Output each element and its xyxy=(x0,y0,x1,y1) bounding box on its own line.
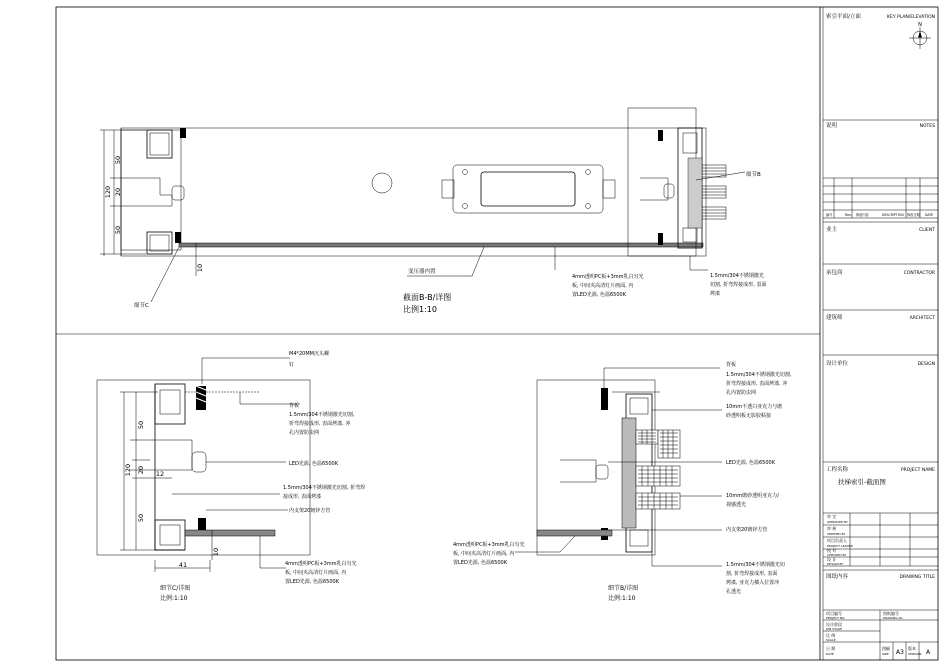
c-pc-note-1: 4mm透明PC板+3mm乳白匀光 xyxy=(285,561,357,567)
version-cn: 版本 xyxy=(908,646,916,651)
dim-c-120: 120 xyxy=(124,463,132,477)
detail-c-annotations xyxy=(160,350,365,602)
b-back-label: 背板 xyxy=(726,362,737,368)
bb-pc-note-2: 板, 中间夹高清灯片画面, 内 xyxy=(572,283,634,289)
section-bb-scale: 比例1:10 xyxy=(403,305,437,314)
bb-steel-note-2: 切割, 折弯焊接成形, 表面 xyxy=(710,282,767,288)
version-value: A xyxy=(926,649,931,656)
acrylic-mesh-blocks xyxy=(636,430,680,509)
architect-en: ARCHITECT xyxy=(909,316,935,321)
design-en: DESIGN xyxy=(917,362,935,367)
dim-bb-50-bottom: 50 xyxy=(114,225,122,235)
dim-bb-50-top: 50 xyxy=(114,155,122,165)
detail-b-drawing xyxy=(537,380,680,555)
bb-pc-note-1: 4mm透明PC板+3mm乳白匀光 xyxy=(572,274,644,280)
dim-bb-120: 120 xyxy=(104,185,112,199)
design-by-cn: 设 计 xyxy=(827,557,837,562)
c-steel-note-2: 接成形, 表面烤漆 xyxy=(283,494,322,500)
title-block xyxy=(823,12,938,660)
bb-pc-note-3: 置LED光源, 色温6500K xyxy=(572,292,626,298)
scale-en: SCALE xyxy=(826,638,836,642)
north-label: N xyxy=(918,22,922,28)
verified-en: VERIFIED BY xyxy=(827,532,846,536)
rev-desc-en: DESCRIPTION xyxy=(882,213,904,217)
approval-table xyxy=(823,513,938,566)
b-back-note-1: 1.5mm/304不锈钢激光切割, xyxy=(726,372,792,378)
leader-en: PROJECT LEADER xyxy=(827,544,853,548)
key-plan-en: KEY PLAN/ELEVATION xyxy=(887,15,935,20)
date-en: DATE xyxy=(826,652,834,656)
project-name-value: 扶梯索引-截面图 xyxy=(838,478,886,486)
c-pc-note-2: 板, 中间夹高清灯片画面, 内 xyxy=(285,570,347,576)
c-led-note: LED光源, 色温6500K xyxy=(289,461,338,467)
key-plan-cn: 索引平面/立面 xyxy=(826,14,861,20)
bb-steel-note-3: 烤漆 xyxy=(710,291,721,297)
bb-steel-note-1: 1.5mm/304不锈钢激光 xyxy=(710,273,764,279)
b-led-note: LED光源, 色温6500K xyxy=(726,460,775,466)
rev-no-en: Rev. xyxy=(845,213,852,217)
detail-b-title: 细节B/详图 xyxy=(608,585,639,592)
b-acrylic-note-1: 10mm不透白亚克力与磨 xyxy=(726,404,783,410)
design-by-en: DESIGN BY xyxy=(827,562,844,566)
project-no-cn: 项目编号 xyxy=(826,611,842,616)
dim-c-41: 41 xyxy=(178,561,188,569)
design-cn: 设计单位 xyxy=(826,361,849,367)
dim-c-10: 10 xyxy=(212,547,220,557)
size-cn: 图幅 xyxy=(882,646,890,651)
detail-b-label: 细节B xyxy=(746,172,761,178)
notes-cn: 说明 xyxy=(826,123,838,129)
b-frosted-note-2: 视感透光 xyxy=(726,502,747,508)
dim-c-50-top: 50 xyxy=(137,420,145,430)
b-steel-note-1: 1.5mm/304不锈钢激光切 xyxy=(726,562,785,568)
b-pc-note-2: 板, 中间夹高清灯片画面, 内 xyxy=(453,551,515,557)
c-back-note-1: 1.5mm/304不锈钢激光切割, xyxy=(289,412,355,418)
job-stage-en: JOB STAGE xyxy=(826,627,842,631)
size-value: A3 xyxy=(896,649,904,656)
verified-cn: 审 核 xyxy=(827,526,837,531)
sheet-info-table xyxy=(823,610,938,660)
job-stage-cn: 设计阶段 xyxy=(826,622,842,627)
checked-cn: 校 对 xyxy=(827,548,837,553)
b-frosted-note-1: 10mm磨砂透明亚克力/ xyxy=(726,493,779,499)
drawing-title-en: DRAWING TITLE xyxy=(899,575,935,580)
dim-c-20: 20 xyxy=(137,465,145,475)
size-en: SIZE xyxy=(882,652,889,656)
version-en: VERSION xyxy=(908,652,922,656)
section-bb-title: 截面B-B/详图 xyxy=(403,293,452,302)
detail-c-title: 细节C/详图 xyxy=(160,585,191,592)
c-screw-note-1: M4*20MM沉头螺 xyxy=(289,351,329,357)
c-screw-note-2: 钉 xyxy=(289,362,295,368)
section-bb-annotations xyxy=(134,170,766,314)
c-pc-note-3: 置LED光源, 色温6500K xyxy=(285,579,339,585)
acrylic-fins xyxy=(688,158,726,228)
drawing-title-cn: 图纸内容 xyxy=(826,574,849,580)
dim-c-50-bottom: 50 xyxy=(137,513,145,523)
b-tube-note: 内支架20镀锌方管 xyxy=(726,527,768,533)
checked-en: CHECKED BY xyxy=(827,553,847,557)
notes-en: NOTES xyxy=(919,124,935,129)
dim-bb-20: 20 xyxy=(114,187,122,197)
detail-c-label: 细节C xyxy=(134,303,149,309)
c-back-note-3: 孔内置防虫网 xyxy=(289,430,320,436)
c-steel-note-1: 1.5mm/304不锈钢激光切割, 折弯焊 xyxy=(283,485,366,491)
section-bb-drawing xyxy=(100,108,726,276)
dim-c-12: 12 xyxy=(155,470,165,478)
architect-cn: 建筑师 xyxy=(826,315,843,321)
b-back-note-2: 折弯焊接成形, 表面烤漆, 冲 xyxy=(726,381,788,387)
project-name-cn: 工程名称 xyxy=(826,467,849,473)
contractor-en: CONTRACTOR xyxy=(903,271,935,276)
detail-c-scale: 比例:1:10 xyxy=(160,595,188,602)
transformer-note: 变压器内置 xyxy=(408,269,436,275)
rev-date-cn: 修改日期 xyxy=(907,213,920,217)
cable-port-icon xyxy=(372,173,392,193)
client-cn: 业主 xyxy=(826,227,838,233)
north-arrow-icon xyxy=(909,22,931,49)
revision-table xyxy=(823,178,938,218)
rev-desc-cn: 修改内容 xyxy=(856,213,869,217)
project-no-en: PROJECT NO. xyxy=(826,616,846,620)
contractor-cn: 承包商 xyxy=(826,270,843,276)
b-back-note-3: 孔内置防虫网 xyxy=(726,390,757,396)
approved-cn: 审 定 xyxy=(827,514,837,519)
approved-en: APPROVED BY xyxy=(827,520,849,524)
rev-no-cn: 编号 xyxy=(826,213,833,217)
dim-bb-10: 10 xyxy=(196,263,204,273)
scale-cn: 比 例 xyxy=(826,633,836,638)
client-en: CLIENT xyxy=(919,228,935,233)
b-steel-note-2: 割, 折弯焊接成形, 表面 xyxy=(726,571,778,577)
b-pc-note-3: 置LED光源, 色温6500K xyxy=(453,560,507,566)
b-acrylic-note-2: 砂透明板无影胶粘接 xyxy=(726,413,772,419)
c-back-label: 背板 xyxy=(289,403,300,409)
b-steel-note-4: 孔透光 xyxy=(726,589,742,595)
drawing-no-cn: 图纸编号 xyxy=(883,611,899,616)
b-pc-note-1: 4mm透明PC板+3mm乳白匀光 xyxy=(453,542,525,548)
detail-c-drawing xyxy=(97,380,310,572)
c-back-note-2: 折弯焊接成形, 表面烤漆, 冲 xyxy=(289,421,351,427)
project-name-en: PROJECT NAME xyxy=(900,468,935,473)
rev-date-en: DATE xyxy=(925,213,934,217)
leader-cn: 项目负责人 xyxy=(827,538,847,543)
drawing-no-en: DRAWING No. xyxy=(883,616,904,620)
date-cn: 日 期 xyxy=(826,646,836,651)
b-steel-note-3: 烤漆, 亚克力插入位置冲 xyxy=(726,580,780,586)
detail-b-scale: 比例:1:10 xyxy=(608,595,636,602)
transformer-icon xyxy=(442,165,615,213)
c-tube-note: 内支架20镀锌方管 xyxy=(289,508,331,514)
